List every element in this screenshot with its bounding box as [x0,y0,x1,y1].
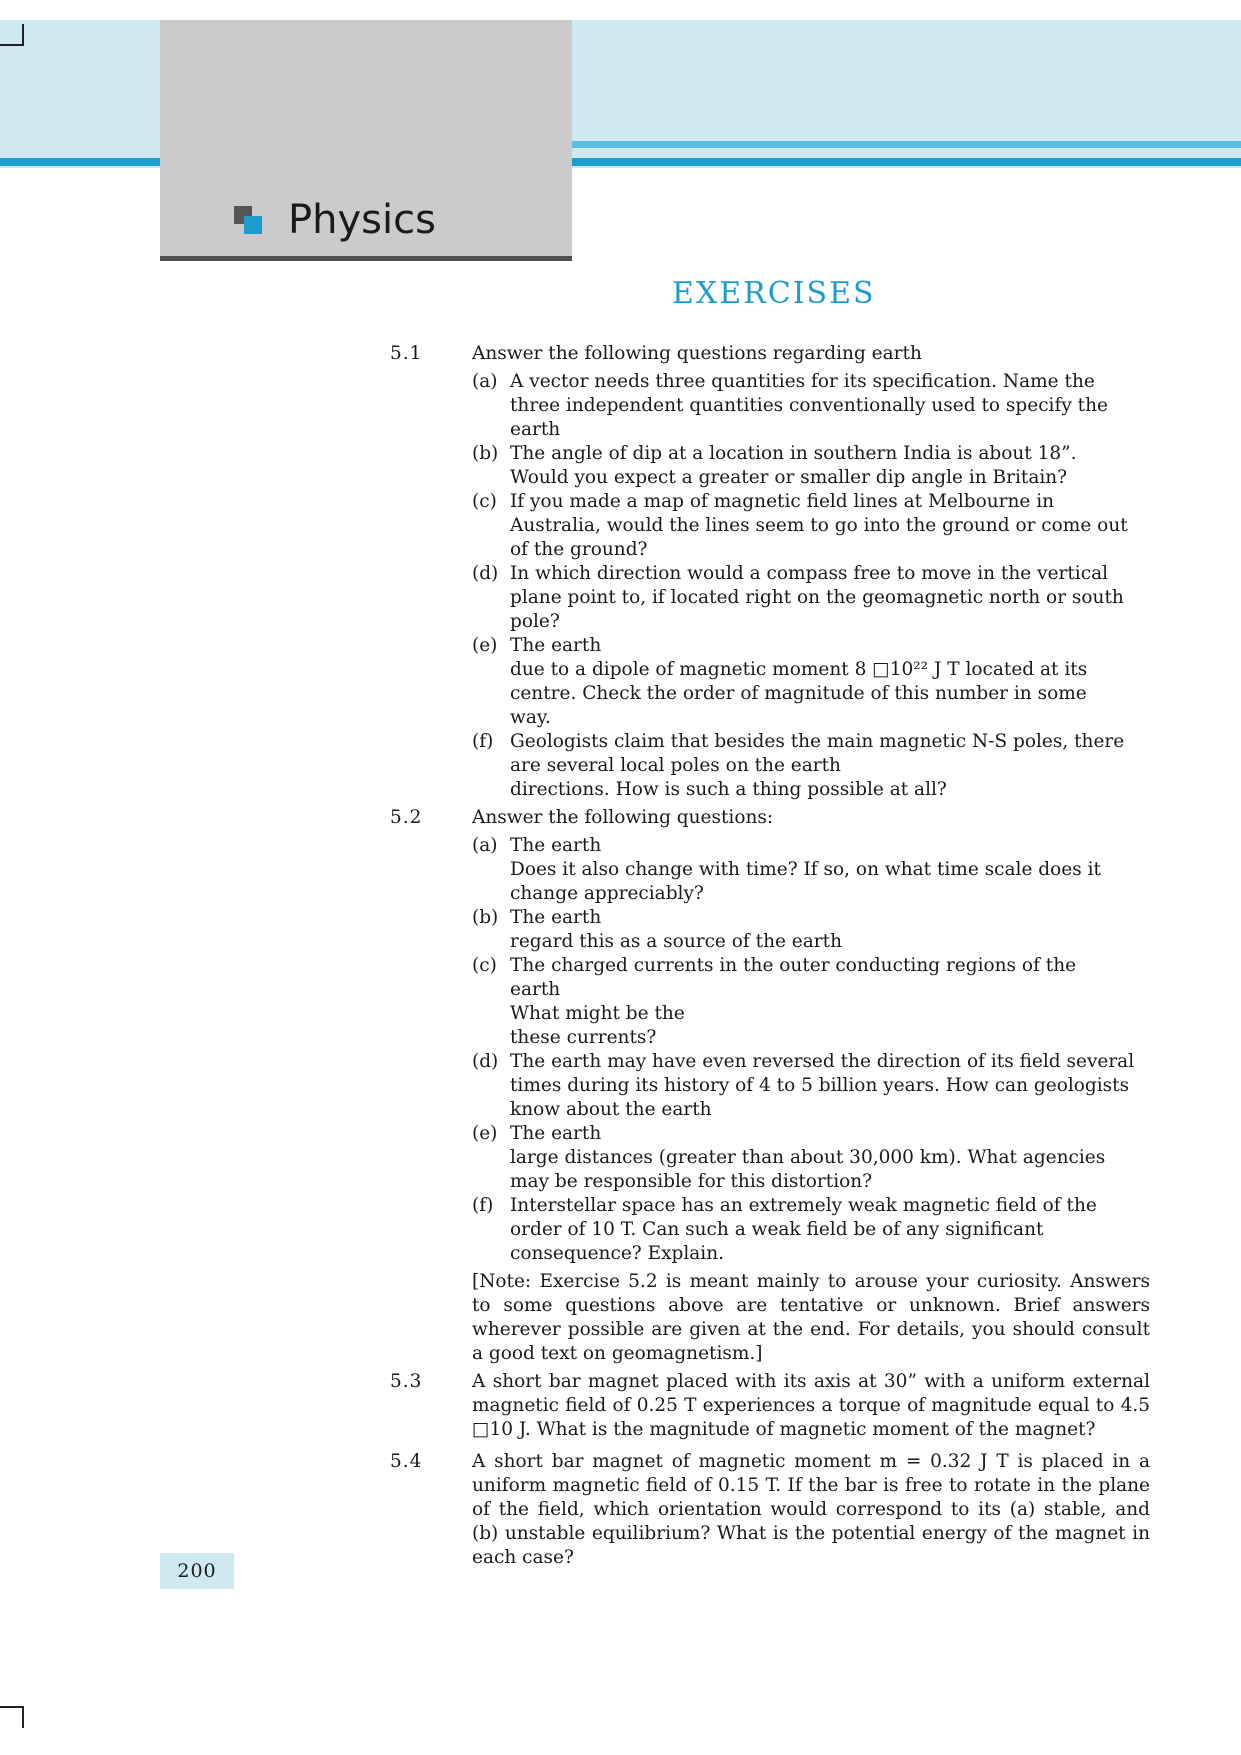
exercise-part [472,1194,1150,1266]
part-line: What might be the [510,1003,685,1024]
exercise-part [472,906,1150,954]
crop-mark-top-h [0,44,22,46]
subject-logo-icon [234,206,264,236]
header-rule-right-thin [572,141,1241,148]
exercise-number: 5.2 [390,807,423,828]
part-line: order of 10 T. Can such a weak field be of any significant [510,1219,1044,1240]
part-line: plane point to, if located right on the geomagnetic north or south [510,587,1124,608]
header-rule-left [0,158,160,166]
part-line: earth [510,419,561,440]
part-line: are several local poles on the earth [510,755,841,776]
part-line: of the ground? [510,539,648,560]
part-line: pole? [510,611,560,632]
part-line: A vector needs three quantities for its specification. Name the [510,371,1095,392]
part-label: (a) [472,835,498,856]
part-line: times during its history of 4 to 5 billion years. How can geologists [510,1075,1130,1096]
part-line: Geologists claim that besides the main magnetic N-S poles, there [510,731,1125,752]
exercise-number: 5.3 [390,1371,423,1392]
part-label: (c) [472,955,497,976]
part-line: centre. Check the order of magnitude of this number in some [510,683,1087,704]
part-label: (e) [472,1123,498,1144]
exercise-note: [Note: Exercise 5.2 is meant mainly to arouse your curiosity. Answers to some questions above are tentative or unknown. Brief answers wherever possible are given at the end. For details, you should consult a good text on geomagnetism.] [472,1271,1150,1364]
part-label: (d) [472,1051,499,1072]
exercise-5-2 [390,806,1150,1366]
part-line: due to a dipole of magnetic moment 8 □10²² J T located at its [510,659,1088,680]
part-label: (f) [472,731,494,752]
page-number: 200 [160,1553,234,1589]
part-label: (b) [472,907,499,928]
exercise-part [472,1122,1150,1194]
part-line: Australia, would the lines seem to go into the ground or come out [510,515,1128,536]
exercise-part [472,634,1150,730]
exercise-part [472,490,1150,562]
part-line: In which direction would a compass free to move in the vertical [510,563,1109,584]
exercise-stem: Answer the following questions regarding earth [472,343,922,364]
part-line: Does it also change with time? If so, on what time scale does it [510,859,1101,880]
exercise-part [472,730,1150,802]
header-rule-right [572,158,1241,166]
part-label: (e) [472,635,498,656]
exercise-5-3 [390,1370,1150,1446]
part-line: regard this as a source of the earth [510,931,842,952]
part-line: way. [510,707,551,728]
part-line: Interstellar space has an extremely weak magnetic field of the [510,1195,1097,1216]
exercise-part [472,562,1150,634]
exercise-part [472,834,1150,906]
part-line: earth [510,979,561,1000]
part-line: The earth [510,1123,602,1144]
exercise-stem: Answer the following questions: [472,807,774,828]
part-line: The earth [510,635,602,656]
exercise-5-4 [390,1450,1150,1574]
part-line: directions. How is such a thing possible at all? [510,779,947,800]
exercise-part [472,370,1150,442]
crop-mark-bottom-h [0,1706,22,1708]
part-line: If you made a map of magnetic field lines at Melbourne in [510,491,1055,512]
part-label: (b) [472,443,499,464]
exercise-part [472,1050,1150,1122]
subject-title: Physics [288,197,436,243]
part-line: The angle of dip at a location in southern India is about 18”. [510,443,1077,464]
part-line: The earth may have even reversed the direction of its field several [510,1051,1135,1072]
part-line: may be responsible for this distortion? [510,1171,873,1192]
part-line: know about the earth [510,1099,712,1120]
part-label: (d) [472,563,499,584]
exercise-part [472,954,1150,1050]
exercise-stem: A short bar magnet of magnetic moment m = 0.32 J T is placed in a uniform magnetic field of 0.15 T. If the bar is free to rotate in the plane of the field, which orientation would correspond to its (a) stable, and (b) unstable equilibrium? What is the potential energy of the magnet in each case? [472,1451,1150,1568]
part-label: (c) [472,491,497,512]
part-line: The charged currents in the outer conducting regions of the [510,955,1077,976]
part-line: The earth [510,907,602,928]
exercises-heading: EXERCISES [672,276,876,311]
part-label: (f) [472,1195,494,1216]
part-line: consequence? Explain. [510,1243,725,1264]
exercise-5-1 [390,342,1150,802]
crop-mark-bottom-v [22,1706,24,1728]
exercise-stem: A short bar magnet placed with its axis at 30” with a uniform external magnetic field of 0.25 T experiences a torque of magnitude equal to 4.5 □10 J. What is the magnitude of magnetic moment of the magnet? [472,1371,1150,1440]
part-line: change appreciably? [510,883,704,904]
part-line: these currents? [510,1027,657,1048]
exercise-part [472,442,1150,490]
part-line: three independent quantities conventionally used to specify the [510,395,1108,416]
part-line: The earth [510,835,602,856]
part-label: (a) [472,371,498,392]
part-line: large distances (greater than about 30,000 km). What agencies [510,1147,1106,1168]
exercise-number: 5.4 [390,1451,423,1472]
subject-panel-underline [160,256,572,261]
part-line: Would you expect a greater or smaller dip angle in Britain? [510,467,1068,488]
exercise-number: 5.1 [390,343,423,364]
exercise-list [390,342,1150,1578]
crop-mark-top-v [22,24,24,46]
